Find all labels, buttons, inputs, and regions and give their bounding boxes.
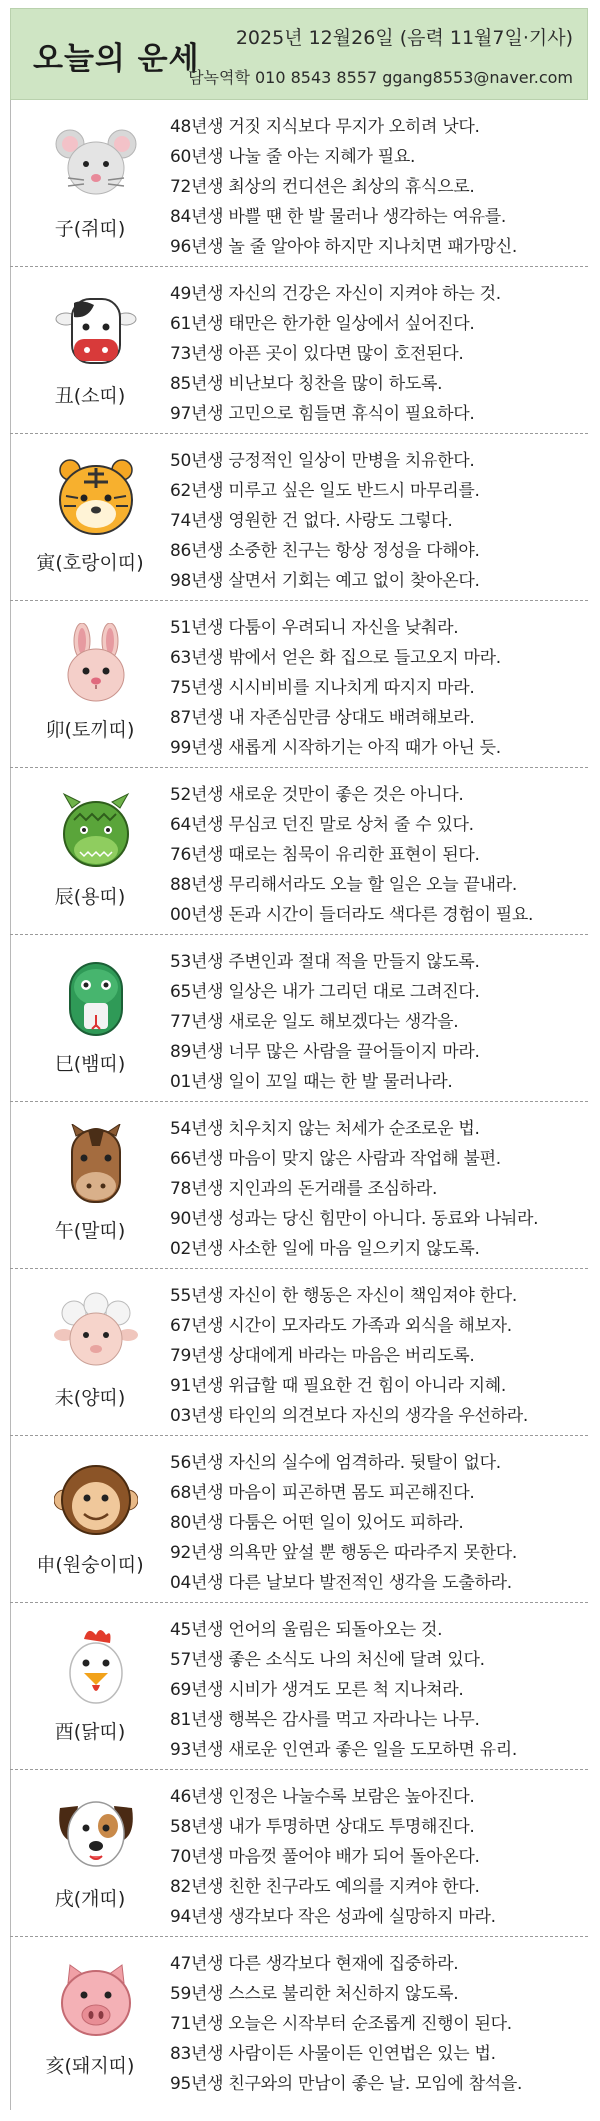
cow-icon (54, 289, 138, 371)
zodiac-animal (20, 935, 160, 1102)
monkey-icon (54, 1458, 138, 1540)
zodiac-animal (20, 434, 160, 601)
zodiac-animal (20, 601, 160, 768)
fortune-line: 57년생 좋은 소식도 나의 처신에 달려 있다. (170, 1650, 485, 1670)
fortune-line: 45년생 언어의 울림은 되돌아오는 것. (170, 1620, 443, 1640)
zodiac-block (10, 1770, 588, 1937)
fortune-line: 75년생 시시비비를 지나치게 따지지 마라. (170, 678, 475, 698)
fortune-line: 47년생 다른 생각보다 현재에 집중하라. (170, 1954, 459, 1974)
fortune-line: 60년생 나눌 줄 아는 지혜가 필요. (170, 147, 416, 167)
fortune-line: 88년생 무리해서라도 오늘 할 일은 오늘 끝내라. (170, 875, 517, 895)
fortune-line: 66년생 마음이 맞지 않은 사람과 작업해 불편. (170, 1149, 501, 1169)
zodiac-animal (20, 1603, 160, 1770)
zodiac-label: 申(원숭이띠) (36, 1554, 144, 1576)
fortune-line: 93년생 새로운 인연과 좋은 일을 도모하면 유리. (170, 1740, 517, 1760)
fortune-lines (170, 780, 588, 930)
zodiac-animal (20, 100, 160, 267)
dragon-icon (54, 790, 138, 872)
fortune-line: 71년생 오늘은 시작부터 순조롭게 진행이 된다. (170, 2014, 512, 2034)
zodiac-animal (20, 1937, 160, 2104)
zodiac-label: 戌(개띠) (54, 1888, 126, 1910)
fortune-line: 87년생 내 자존심만큼 상대도 배려해보라. (170, 708, 475, 728)
zodiac-animal (20, 1436, 160, 1603)
fortune-line: 94년생 생각보다 작은 성과에 실망하지 마라. (170, 1907, 496, 1927)
fortune-line: 54년생 치우치지 않는 처세가 순조로운 법. (170, 1119, 480, 1139)
zodiac-label: 丑(소띠) (54, 385, 126, 407)
fortune-line: 55년생 자신이 한 행동은 자신이 책임져야 한다. (170, 1286, 517, 1306)
fortune-line: 76년생 때로는 침묵이 유리한 표현이 된다. (170, 845, 480, 865)
zodiac-block (10, 1436, 588, 1603)
tiger-icon (54, 456, 138, 538)
zodiac-block (10, 768, 588, 935)
horse-icon (54, 1124, 138, 1206)
fortune-line: 52년생 새로운 것만이 좋은 것은 아니다. (170, 785, 464, 805)
fortune-line: 02년생 사소한 일에 마음 일으키지 않도록. (170, 1239, 480, 1259)
pig-icon (54, 1959, 138, 2041)
fortune-line: 98년생 살면서 기회는 예고 없이 찾아온다. (170, 571, 480, 591)
sheep-icon (54, 1291, 138, 1373)
zodiac-block (10, 1102, 588, 1269)
fortune-line: 79년생 상대에게 바라는 마음은 버리도록. (170, 1346, 475, 1366)
dog-icon (54, 1792, 138, 1874)
fortune-line: 65년생 일상은 내가 그리던 대로 그려진다. (170, 982, 480, 1002)
fortune-lines (170, 112, 588, 262)
zodiac-animal (20, 1102, 160, 1269)
zodiac-block (10, 434, 588, 601)
rabbit-icon (54, 623, 138, 705)
fortune-lines (170, 613, 588, 763)
zodiac-block (10, 1269, 588, 1436)
fortune-line: 03년생 타인의 의견보다 자신의 생각을 우선하라. (170, 1406, 528, 1426)
fortune-line: 46년생 인정은 나눌수록 보람은 높아진다. (170, 1787, 475, 1807)
zodiac-block (10, 1937, 588, 2104)
fortune-lines (170, 1615, 588, 1765)
zodiac-label: 酉(닭띠) (54, 1721, 126, 1743)
fortune-lines (170, 947, 588, 1097)
rooster-icon (54, 1625, 138, 1707)
zodiac-label: 未(양띠) (54, 1387, 126, 1409)
zodiac-label: 亥(돼지띠) (45, 2055, 135, 2077)
fortune-line: 83년생 사람이든 사물이든 인연법은 있는 법. (170, 2044, 496, 2064)
fortune-line: 49년생 자신의 건강은 자신이 지켜야 하는 것. (170, 284, 501, 304)
fortune-line: 61년생 태만은 한가한 일상에서 싶어진다. (170, 314, 475, 334)
zodiac-animal (20, 1770, 160, 1937)
fortune-line: 63년생 밖에서 얻은 화 집으로 들고오지 마라. (170, 648, 501, 668)
snake-icon (54, 957, 138, 1039)
zodiac-block (10, 100, 588, 267)
header (10, 8, 588, 100)
fortune-line: 96년생 놀 줄 알아야 하지만 지나치면 패가망신. (170, 237, 517, 257)
fortune-lines (170, 1281, 588, 1431)
fortune-line: 78년생 지인과의 돈거래를 조심하라. (170, 1179, 438, 1199)
fortune-line: 80년생 다툼은 어떤 일이 있어도 피하라. (170, 1513, 464, 1533)
fortune-line: 51년생 다툼이 우려되니 자신을 낮춰라. (170, 618, 459, 638)
fortune-line: 72년생 최상의 컨디션은 최상의 휴식으로. (170, 177, 475, 197)
fortune-lines (170, 1114, 588, 1264)
fortune-line: 48년생 거짓 지식보다 무지가 오히려 낫다. (170, 117, 480, 137)
mouse-icon (54, 122, 138, 204)
fortune-line: 92년생 의욕만 앞설 뿐 행동은 따라주지 못한다. (170, 1543, 517, 1563)
fortune-lines (170, 1949, 588, 2099)
zodiac-block (10, 267, 588, 434)
fortune-line: 95년생 친구와의 만남이 좋은 날. 모임에 참석을. (170, 2074, 523, 2094)
fortune-line: 70년생 마음껏 풀어야 배가 되어 돌아온다. (170, 1847, 480, 1867)
fortune-line: 53년생 주변인과 절대 적을 만들지 않도록. (170, 952, 480, 972)
fortune-line: 85년생 비난보다 칭찬을 많이 하도록. (170, 374, 443, 394)
zodiac-label: 午(말띠) (54, 1220, 126, 1242)
fortune-lines (170, 1782, 588, 1932)
zodiac-label: 寅(호랑이띠) (36, 552, 144, 574)
fortune-lines (170, 446, 588, 596)
zodiac-label: 辰(용띠) (54, 886, 126, 908)
zodiac-list (10, 100, 588, 2110)
fortune-line: 84년생 바쁠 땐 한 발 물러나 생각하는 여유를. (170, 207, 506, 227)
fortune-line: 73년생 아픈 곳이 있다면 많이 호전된다. (170, 344, 464, 364)
fortune-line: 62년생 미루고 싶은 일도 반드시 마무리를. (170, 481, 480, 501)
fortune-line: 04년생 다른 날보다 발전적인 생각을 도출하라. (170, 1573, 512, 1593)
zodiac-animal (20, 267, 160, 434)
fortune-line: 69년생 시비가 생겨도 모른 척 지나쳐라. (170, 1680, 464, 1700)
fortune-line: 68년생 마음이 피곤하면 몸도 피곤해진다. (170, 1483, 475, 1503)
fortune-line: 81년생 행복은 감사를 먹고 자라나는 나무. (170, 1710, 480, 1730)
fortune-line: 82년생 친한 친구라도 예의를 지켜야 한다. (170, 1877, 480, 1897)
fortune-line: 90년생 성과는 당신 힘만이 아니다. 동료와 나눠라. (170, 1209, 539, 1229)
fortune-line: 67년생 시간이 모자라도 가족과 외식을 해보자. (170, 1316, 512, 1336)
contact-line: 담녹역학 010 8543 8557 ggang8553@naver.com (188, 68, 573, 87)
fortune-line: 01년생 일이 꼬일 때는 한 발 물러나라. (170, 1072, 453, 1092)
fortune-line: 50년생 긍정적인 일상이 만병을 치유한다. (170, 451, 475, 471)
zodiac-label: 卯(토끼띠) (45, 719, 135, 741)
date-line: 2025년 12월26일 (음력 11월7일·기사) (235, 27, 573, 49)
fortune-line: 56년생 자신의 실수에 엄격하라. 뒷탈이 없다. (170, 1453, 501, 1473)
fortune-line: 64년생 무심코 던진 말로 상처 줄 수 있다. (170, 815, 474, 835)
zodiac-block (10, 935, 588, 1102)
zodiac-block (10, 601, 588, 768)
fortune-line: 59년생 스스로 불리한 처신하지 않도록. (170, 1984, 459, 2004)
fortune-line: 86년생 소중한 친구는 항상 정성을 다해야. (170, 541, 480, 561)
zodiac-animal (20, 1269, 160, 1436)
zodiac-label: 巳(뱀띠) (54, 1053, 126, 1075)
fortune-line: 97년생 고민으로 힘들면 휴식이 필요하다. (170, 404, 475, 424)
fortune-lines (170, 1448, 588, 1598)
zodiac-animal (20, 768, 160, 935)
fortune-line: 58년생 내가 투명하면 상대도 투명해진다. (170, 1817, 475, 1837)
fortune-line: 74년생 영원한 건 없다. 사랑도 그렇다. (170, 511, 453, 531)
fortune-lines (170, 279, 588, 429)
page-title: 오늘의 운세 (33, 41, 200, 77)
zodiac-label: 子(쥐띠) (54, 218, 126, 240)
fortune-line: 89년생 너무 많은 사람을 끌어들이지 마라. (170, 1042, 480, 1062)
zodiac-block (10, 1603, 588, 1770)
fortune-line: 77년생 새로운 일도 해보겠다는 생각을. (170, 1012, 459, 1032)
fortune-line: 91년생 위급할 때 필요한 건 힘이 아니라 지혜. (170, 1376, 506, 1396)
fortune-line: 00년생 돈과 시간이 들더라도 색다른 경험이 필요. (170, 905, 534, 925)
fortune-line: 99년생 새롭게 시작하기는 아직 때가 아닌 듯. (170, 738, 501, 758)
